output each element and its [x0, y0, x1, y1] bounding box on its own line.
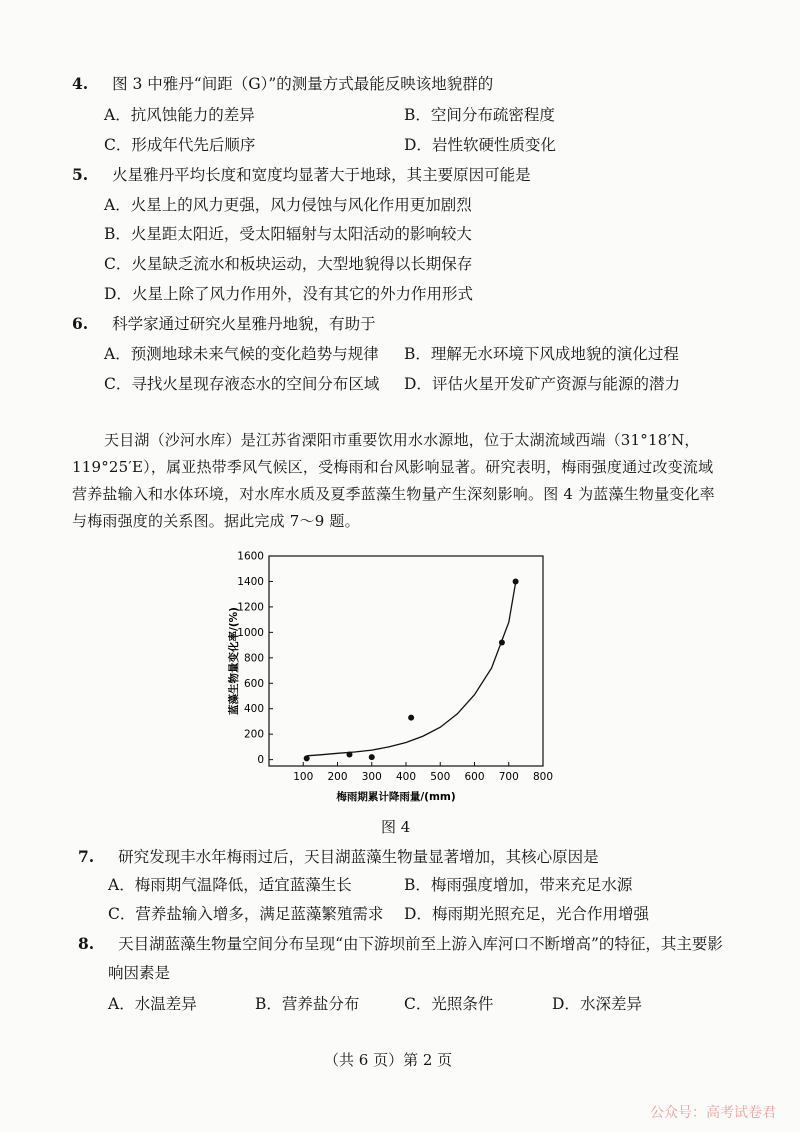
- question-5-option-d[interactable]: D．火星上除了风力作用外，没有其它的外力作用形式: [104, 285, 473, 303]
- x-tick-label: 700: [498, 771, 519, 783]
- x-tick-label: 800: [532, 771, 554, 783]
- question-4-option-b[interactable]: B．空间分布疏密程度: [404, 106, 555, 124]
- question-8-option-d[interactable]: D．水深差异: [552, 995, 642, 1013]
- x-axis-label: 梅雨期累计降雨量/(mm): [336, 791, 456, 803]
- question-8-option-a[interactable]: A．水温差异: [108, 995, 197, 1013]
- question-8: [78, 932, 723, 954]
- passage-line: 天目湖（沙河水库）是江苏省溧阳市重要饮用水水源地，位于太湖流域西端（31°18′N，: [104, 431, 700, 449]
- question-number: 6.: [72, 314, 89, 333]
- question-stem-continuation: 响因素是: [108, 964, 171, 982]
- data-point: [499, 640, 505, 646]
- passage-line: 营养盐输入和水体环境，对水库水质及夏季蓝藻生物量产生深刻影响。图 4 为蓝藻生物量变化率: [72, 485, 715, 503]
- figure-4-chart: [225, 546, 555, 808]
- x-tick-label: 400: [395, 771, 417, 783]
- question-number: 4.: [72, 74, 89, 93]
- question-6-option-b[interactable]: B．理解无水环境下风成地貌的演化过程: [404, 345, 679, 363]
- question-4-option-d[interactable]: D．岩性软硬性质变化: [404, 136, 556, 154]
- watermark: 公众号：高考试卷君: [650, 1105, 776, 1121]
- plot-frame: [269, 556, 543, 766]
- question-number: 8.: [78, 934, 95, 953]
- y-tick-label: 0: [257, 754, 264, 767]
- y-tick-label: 400: [243, 703, 264, 716]
- question-6-option-c[interactable]: C．寻找火星现存液态水的空间分布区域: [104, 375, 380, 393]
- fit-curve: [307, 583, 516, 756]
- question-stem: 图 3 中雅丹“间距（G）”的测量方式最能反映该地貌群的: [112, 75, 494, 93]
- question-7-option-b[interactable]: B．梅雨强度增加，带来充足水源: [404, 876, 633, 894]
- question-stem: 科学家通过研究火星雅丹地貌，有助于: [112, 315, 376, 333]
- data-point: [346, 752, 352, 758]
- y-tick-label: 800: [243, 652, 264, 665]
- y-tick-label: 1200: [237, 601, 264, 614]
- question-6: [72, 312, 376, 334]
- passage-line: 与梅雨强度的关系图。据此完成 7～9 题。: [72, 512, 360, 530]
- x-tick-label: 300: [361, 771, 382, 783]
- y-tick-label: 1000: [237, 626, 264, 639]
- x-tick-label: 200: [327, 771, 348, 783]
- passage-line: 119°25′E），属亚热带季风气候区，受梅雨和台风影响显著。研究表明，梅雨强度通过改变流域: [72, 458, 714, 476]
- data-point: [369, 754, 375, 760]
- question-8-option-c[interactable]: C．光照条件: [404, 995, 494, 1013]
- y-tick-label: 1600: [237, 550, 264, 563]
- question-5-option-a[interactable]: A．火星上的风力更强，风力侵蚀与风化作用更加剧烈: [104, 196, 472, 214]
- y-tick-label: 600: [243, 677, 264, 690]
- question-4-option-a[interactable]: A．抗风蚀能力的差异: [104, 106, 255, 124]
- page-footer: （共 6 页）第 2 页: [324, 1051, 453, 1069]
- question-stem: 研究发现丰水年梅雨过后，天目湖蓝藻生物量显著增加，其核心原因是: [118, 848, 599, 866]
- question-7-option-c[interactable]: C．营养盐输入增多，满足蓝藻繁殖需求: [108, 905, 384, 923]
- question-6-option-a[interactable]: A．预测地球未来气候的变化趋势与规律: [104, 345, 379, 363]
- question-5-option-b[interactable]: B．火星距太阳近，受太阳辐射与太阳活动的影响较大: [104, 225, 472, 243]
- x-tick-label: 600: [464, 771, 485, 783]
- y-tick-label: 1400: [237, 575, 264, 588]
- reading-passage: [72, 427, 732, 535]
- question-7: [78, 845, 599, 867]
- y-tick-label: 200: [243, 728, 264, 741]
- question-5: [72, 163, 531, 185]
- y-axis-label: 蓝藻生物量变化率/(%): [228, 607, 240, 715]
- question-7-option-d[interactable]: D．梅雨期光照充足，光合作用增强: [404, 905, 649, 923]
- chart-plot-area: [237, 551, 553, 784]
- question-stem: 天目湖蓝藻生物量空间分布呈现“由下游坝前至上游入库河口不断增高”的特征，其主要影: [118, 935, 723, 953]
- question-5-option-c[interactable]: C．火星缺乏流水和板块运动，大型地貌得以长期保存: [104, 255, 473, 273]
- question-number: 5.: [72, 165, 89, 184]
- x-tick-label: 500: [430, 771, 451, 783]
- question-4-option-c[interactable]: C．形成年代先后顺序: [104, 136, 256, 154]
- question-number: 7.: [78, 847, 95, 866]
- question-4: [72, 72, 493, 94]
- data-point: [513, 578, 519, 584]
- question-8-option-b[interactable]: B．营养盐分布: [255, 995, 360, 1013]
- figure-caption: 图 4: [381, 818, 411, 836]
- data-point: [304, 755, 310, 761]
- question-6-option-d[interactable]: D．评估火星开发矿产资源与能源的潜力: [404, 375, 680, 393]
- data-point: [408, 715, 414, 721]
- question-7-option-a[interactable]: A．梅雨期气温降低，适宜蓝藻生长: [108, 876, 352, 894]
- x-tick-label: 100: [293, 771, 314, 783]
- question-stem: 火星雅丹平均长度和宽度均显著大于地球，其主要原因可能是: [112, 166, 531, 184]
